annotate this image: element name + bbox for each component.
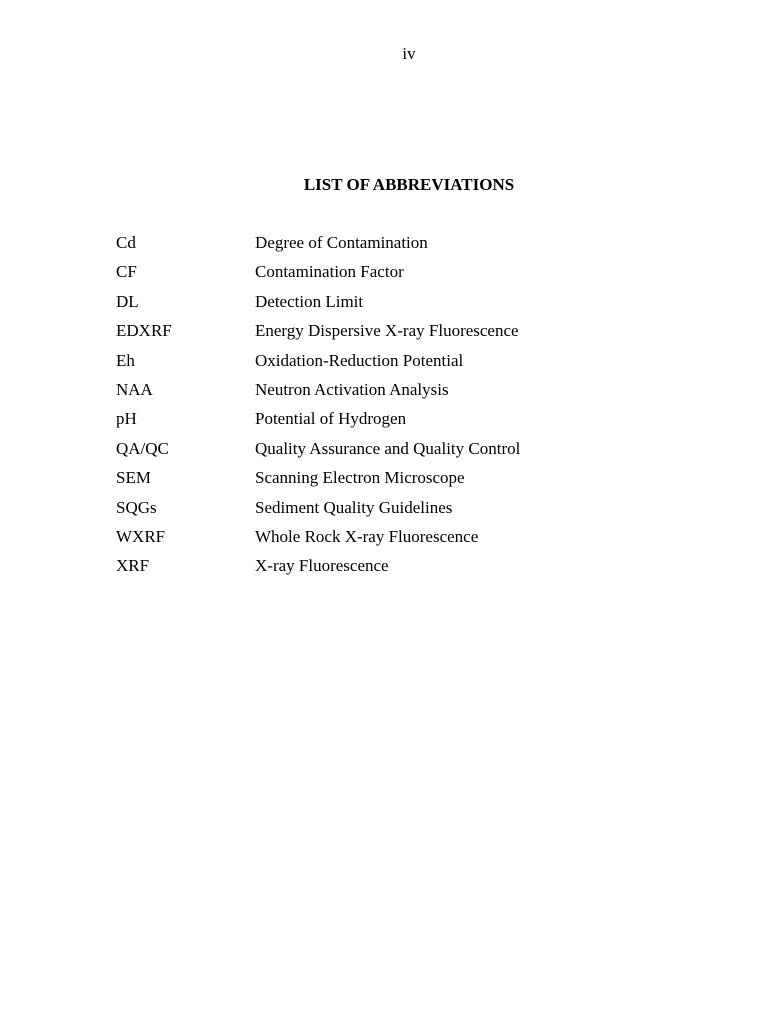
abbreviation-term: NAA: [116, 379, 153, 399]
abbreviation-row: [116, 468, 716, 497]
abbreviation-row: [116, 439, 716, 468]
abbreviation-term: QA/QC: [116, 438, 169, 458]
abbreviation-definition: Potential of Hydrogen: [255, 409, 407, 429]
abbreviation-row: [116, 292, 716, 321]
abbreviation-term: SEM: [116, 468, 151, 488]
page-title: LIST OF ABBREVIATIONS: [303, 175, 515, 194]
abbreviation-definition: X-ray Fluorescence: [255, 556, 389, 576]
abbreviation-definition: Quality Assurance and Quality Control: [255, 438, 521, 458]
abbreviation-row: [116, 321, 716, 350]
abbreviation-list: [116, 233, 716, 586]
abbreviation-definition: Degree of Contamination: [255, 233, 428, 252]
abbreviation-row: [116, 527, 716, 556]
abbreviation-term: Eh: [116, 350, 135, 370]
abbreviation-row: [116, 262, 716, 291]
abbreviation-row: [116, 233, 716, 262]
abbreviation-term: SQGs: [116, 497, 157, 517]
abbreviation-row: [116, 498, 716, 527]
abbreviation-definition: Scanning Electron Microscope: [255, 468, 465, 488]
abbreviation-term: WXRF: [116, 526, 166, 546]
abbreviation-definition: Whole Rock X-ray Fluorescence: [255, 526, 479, 546]
abbreviation-term: EDXRF: [116, 321, 172, 341]
abbreviation-row: [116, 556, 716, 585]
abbreviation-row: [116, 351, 716, 380]
abbreviation-term: pH: [116, 409, 137, 429]
abbreviation-definition: Energy Dispersive X-ray Fluorescence: [255, 321, 519, 341]
page-number: iv: [402, 44, 416, 63]
abbreviation-definition: Contamination Factor: [255, 262, 404, 282]
abbreviation-term: DL: [116, 291, 139, 311]
abbreviation-definition: Neutron Activation Analysis: [255, 379, 449, 399]
abbreviation-row: [116, 380, 716, 409]
abbreviation-definition: Sediment Quality Guidelines: [255, 497, 453, 517]
abbreviation-row: [116, 409, 716, 438]
abbreviation-definition: Oxidation-Reduction Potential: [255, 350, 464, 370]
abbreviation-term: XRF: [116, 556, 150, 576]
abbreviation-term: Cd: [116, 233, 136, 252]
abbreviation-term: CF: [116, 262, 137, 282]
abbreviation-definition: Detection Limit: [255, 291, 364, 311]
